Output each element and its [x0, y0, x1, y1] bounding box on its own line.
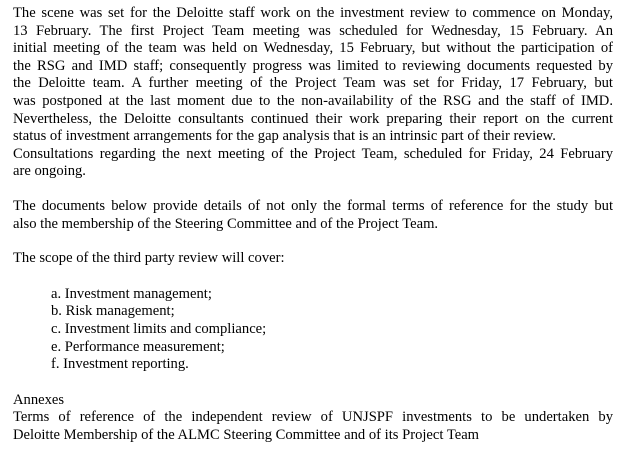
text-line: 13 February. The first Project Team meeting was scheduled for Wednesday, 15 February. An [13, 22, 613, 39]
text-line: The documents below provide details of not only the formal terms of reference for the study but [13, 197, 613, 214]
annexes-section [13, 392, 613, 445]
documents-paragraph [13, 198, 613, 233]
document-page [13, 5, 613, 444]
text-line: the RSG and IMD staff; consequently progress was limited to reviewing documents requested by [13, 57, 613, 74]
text-line: Nevertheless, the Deloitte consultants continued their work preparing their report on the current [13, 110, 613, 127]
annexes-heading: Annexes [13, 391, 65, 408]
text-line: Terms of reference of the independent review of UNJSPF investments to be undertaken by [13, 409, 613, 426]
text-line: initial meeting of the team was held on Wednesday, 15 February, but without the participation of [13, 40, 613, 57]
paragraph-spacer [13, 374, 613, 392]
text-line: was postponed at the last moment due to the non-availability of the RSG and the staff of IMD. [13, 92, 613, 109]
paragraph-spacer [13, 268, 613, 286]
scope-item: e. Performance measurement; [51, 338, 225, 355]
text-line: status of investment arrangements for the gap analysis that is an intrinsic part of their review. [13, 128, 556, 145]
text-line: the Deloitte team. A further meeting of the Project Team was set for Friday, 17 February, but [13, 75, 613, 92]
intro-paragraph [13, 5, 613, 181]
scope-item: f. Investment reporting. [51, 356, 189, 373]
paragraph-spacer [13, 233, 613, 250]
scope-item: c. Investment limits and compliance; [51, 320, 267, 337]
text-line: also the membership of the Steering Committee and of the Project Team. [13, 215, 439, 232]
scope-item: a. Investment management; [51, 285, 212, 302]
text-line: Consultations regarding the next meeting of the Project Team, scheduled for Friday, 24 February [13, 145, 613, 162]
scope-intro: The scope of the third party review will cover: [13, 250, 285, 267]
text-line: The scene was set for the Deloitte staff work on the investment review to commence on Monday, [13, 5, 613, 21]
text-line: are ongoing. [13, 163, 86, 180]
scope-item: b. Risk management; [51, 303, 175, 320]
scope-list [13, 286, 613, 374]
text-line: Deloitte Membership of the ALMC Steering Committee and of its Project Team [13, 426, 480, 443]
paragraph-spacer [13, 181, 613, 198]
